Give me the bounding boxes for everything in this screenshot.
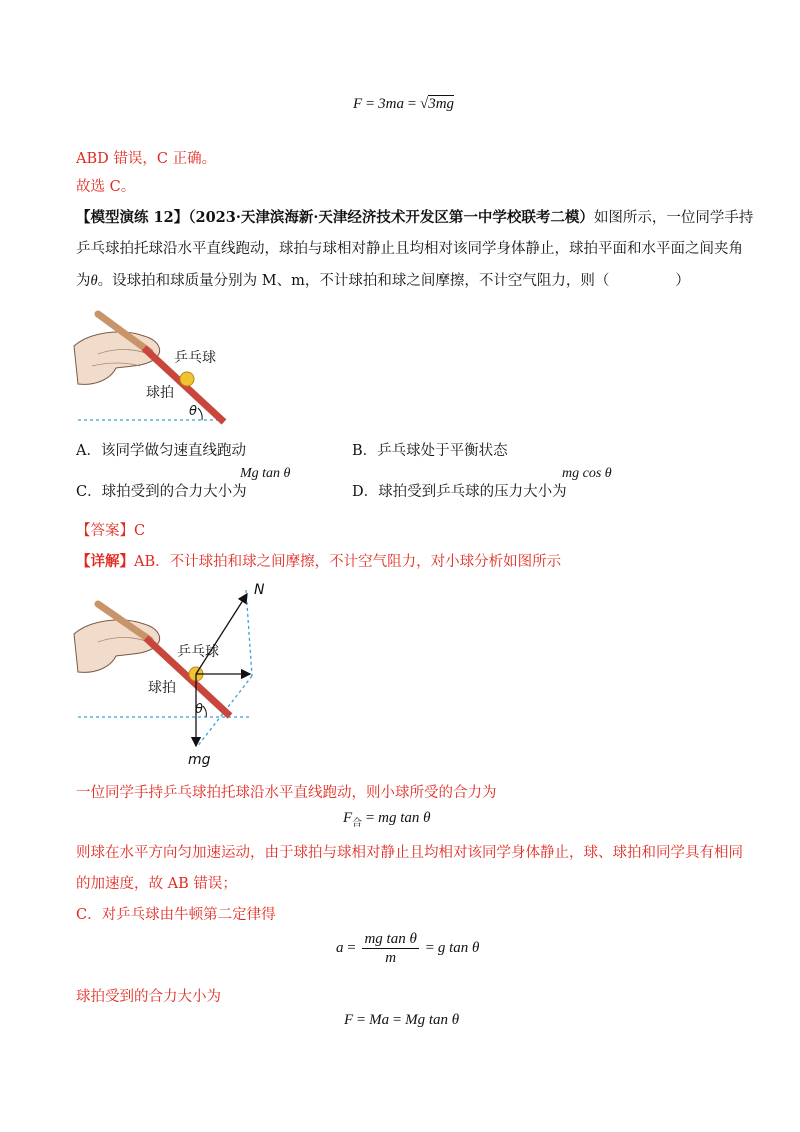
formula-force-lhs: F bbox=[344, 1012, 354, 1028]
formula-force-rhs: Mg tan θ bbox=[405, 1012, 460, 1028]
formula-force-mid: Ma bbox=[369, 1012, 390, 1028]
question-text-3: 为 bbox=[76, 273, 91, 289]
choice-c[interactable]: C．球拍受到的合力大小为 bbox=[76, 484, 247, 500]
hand-drawing bbox=[74, 332, 160, 384]
question-line-2: 乒乓球拍托球沿水平直线跑动，球拍与球相对静止且均相对该同学身体静止，球拍平面和水平面之间夹角 bbox=[76, 241, 743, 257]
answer: 【答案】C bbox=[76, 523, 146, 539]
conclusion-line-2: 故选 C。 bbox=[76, 179, 136, 195]
formula-force: F = Ma = Mg tan θ bbox=[344, 1012, 460, 1028]
figure2-racket-label: 球拍 bbox=[148, 680, 176, 696]
formula-top-lhs: F bbox=[353, 96, 363, 112]
question-text-5: ） bbox=[675, 273, 690, 289]
ball-icon bbox=[180, 372, 194, 386]
formula-accel-fraction bbox=[362, 930, 418, 967]
formula-accel-den: m bbox=[385, 950, 397, 966]
conclusion-line-1: ABD 错误，C 正确。 bbox=[76, 151, 217, 167]
explain-line-1: 一位同学手持乒乓球拍托球沿水平直线跑动，则小球所受的合力为 bbox=[76, 785, 497, 801]
figure-racket-ball bbox=[70, 304, 250, 428]
question-line-3 bbox=[76, 270, 690, 292]
detail-text: AB．不计球拍和球之间摩擦，不计空气阻力，对小球分析如图所示 bbox=[134, 554, 562, 570]
choice-b[interactable]: B．乒乓球处于平衡状态 bbox=[352, 443, 508, 459]
angle-arc bbox=[198, 408, 202, 420]
question-text-1: 如图所示，一位同学手持 bbox=[593, 210, 754, 226]
choice-a[interactable]: A．该同学做匀速直线跑动 bbox=[76, 443, 246, 459]
formula-net-lhs: F bbox=[343, 810, 353, 826]
figure2-angle-label: θ bbox=[195, 702, 203, 717]
figure1-angle-label: θ bbox=[189, 404, 197, 419]
formula-top-rhs: 3mg bbox=[428, 96, 455, 112]
figure1-ball-label: 乒乓球 bbox=[174, 350, 216, 366]
formula-net-force: $F_合$ = mg tan θ bbox=[343, 810, 431, 829]
question-line-1 bbox=[76, 207, 753, 229]
hand-drawing-2 bbox=[74, 620, 160, 672]
force-n-arrow bbox=[196, 594, 247, 674]
figure2-ball-label: 乒乓球 bbox=[177, 644, 219, 660]
choice-c-math: Mg tan θ bbox=[240, 466, 291, 481]
choice-d[interactable]: D．球拍受到乒乓球的压力大小为 bbox=[352, 484, 567, 500]
figure1-racket-label: 球拍 bbox=[146, 385, 174, 401]
explain-line-4: C．对乒乓球由牛顿第二定律得 bbox=[76, 907, 276, 923]
formula-accel-rhs: g tan θ bbox=[437, 939, 480, 956]
formula-top-mid: 3ma bbox=[378, 96, 404, 112]
figure2-force-mg: mg bbox=[188, 752, 211, 768]
detail-tag: 【详解】 bbox=[76, 553, 134, 570]
formula-net-sub: 合 bbox=[352, 818, 363, 829]
formula-net-rhs: mg tan θ bbox=[378, 810, 431, 826]
detail-line bbox=[76, 551, 561, 573]
formula-accel-num: mg tan θ bbox=[364, 931, 417, 947]
figure2-force-n: N bbox=[254, 582, 265, 598]
question-header: 【模型演练 12】（2023·天津滨海新·天津经济技术开发区第一中学校联考二模） bbox=[76, 209, 594, 226]
explain-line-5: 球拍受到的合力大小为 bbox=[76, 989, 221, 1005]
explain-line-3: 的加速度，故 AB 错误； bbox=[76, 876, 237, 892]
formula-acceleration: a = $\frac{\text{mg tan θ}}{m}$ = g tan θ bbox=[336, 931, 480, 966]
explain-line-2: 则球在水平方向匀加速运动，由于球拍与球相对静止且均相对该同学身体静止，球、球拍和同学具有相同 bbox=[76, 845, 743, 861]
choice-d-math: mg cos θ bbox=[562, 466, 612, 481]
question-theta: θ bbox=[90, 273, 98, 289]
figure-force-diagram bbox=[70, 580, 280, 770]
formula-top: F = 3ma = √3mg bbox=[353, 96, 455, 112]
question-text-4: 。设球拍和球质量分别为 M、m，不计球拍和球之间摩擦，不计空气阻力，则（ bbox=[97, 273, 610, 289]
formula-accel-lhs: a bbox=[336, 939, 344, 956]
